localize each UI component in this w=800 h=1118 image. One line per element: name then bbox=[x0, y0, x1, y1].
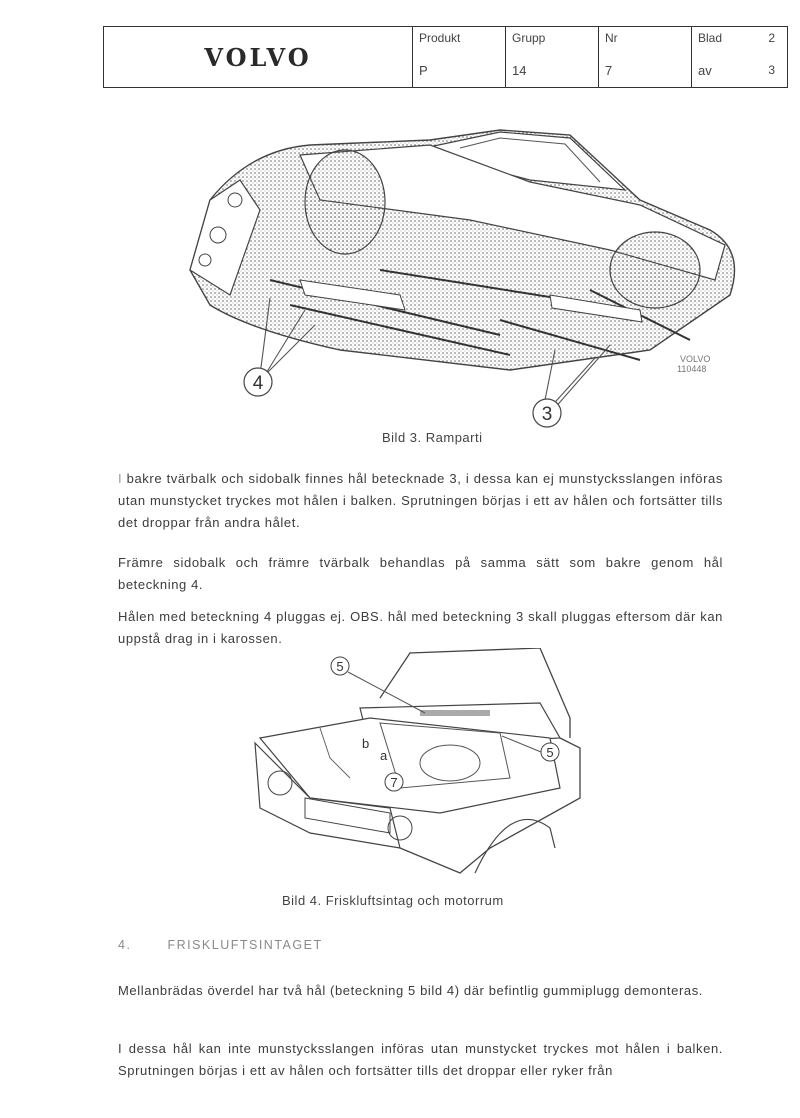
section-heading bbox=[118, 938, 323, 952]
grupp-label: Grupp bbox=[512, 31, 546, 45]
section-title: FRISKLUFTSINTAGET bbox=[167, 938, 323, 952]
callout-4: 4 bbox=[252, 373, 264, 394]
paragraph-4: Mellanbrädas överdel har två hål (beteckning 5 bild 4) där befintlig gummiplugg demonteras. bbox=[118, 983, 704, 998]
produkt-cell bbox=[413, 27, 506, 87]
figure-engine-bay-drawing bbox=[240, 648, 585, 880]
av-label: av bbox=[698, 63, 712, 78]
grupp-value: 14 bbox=[512, 63, 527, 78]
callout-7: 7 bbox=[390, 775, 398, 790]
figure3-caption: Bild 3. Ramparti bbox=[382, 430, 483, 445]
label-a: a bbox=[380, 748, 388, 763]
produkt-label: Produkt bbox=[419, 31, 461, 45]
blad-label: Blad bbox=[698, 31, 723, 45]
blad-value: 2 bbox=[768, 31, 775, 45]
document-header bbox=[103, 26, 788, 88]
callout-5-right: 5 bbox=[546, 745, 554, 760]
grupp-cell bbox=[506, 27, 599, 87]
label-b: b bbox=[362, 736, 370, 751]
figure4-caption: Bild 4. Friskluftsintag och motorrum bbox=[282, 893, 504, 908]
nr-cell bbox=[599, 27, 692, 87]
section-number: 4. bbox=[118, 938, 132, 952]
produkt-value: P bbox=[419, 63, 428, 78]
callout-3: 3 bbox=[541, 404, 553, 425]
paragraph-1: I bakre tvärbalk och sidobalk finnes hål betecknade 3, i dessa kan ej munstycksslangen införas utan munstycket tryckes mot hålen i balken. Sprutningen börjas i ett av hålen och fortsätter tills det droppar från andra hålet. bbox=[118, 471, 723, 530]
paragraph-5: I dessa hål kan inte munstycksslangen införas utan munstycket tryckes mot hålen i balken. Sprutningen börjas i ett av hålen och fortsätter tills det droppar eller ryker från bbox=[118, 1041, 723, 1078]
paragraph-3: Hålen med beteckning 4 pluggas ej. OBS. hål med beteckning 3 skall pluggas eftersom där kan uppstå drag in i karossen. bbox=[118, 609, 723, 646]
blad-cell bbox=[692, 27, 787, 87]
figure-underbody-drawing bbox=[170, 120, 750, 430]
callout-5-top: 5 bbox=[336, 659, 344, 674]
volvo-logo: VOLVO bbox=[104, 27, 413, 87]
av-value: 3 bbox=[768, 63, 775, 77]
stamp-volvo: VOLVO bbox=[680, 354, 711, 364]
paragraph-2: Främre sidobalk och främre tvärbalk behandlas på samma sätt som bakre genom hål beteckning 4. bbox=[118, 555, 723, 592]
nr-label: Nr bbox=[605, 31, 618, 45]
nr-value: 7 bbox=[605, 63, 613, 78]
stamp-number: 110448 bbox=[677, 364, 707, 374]
